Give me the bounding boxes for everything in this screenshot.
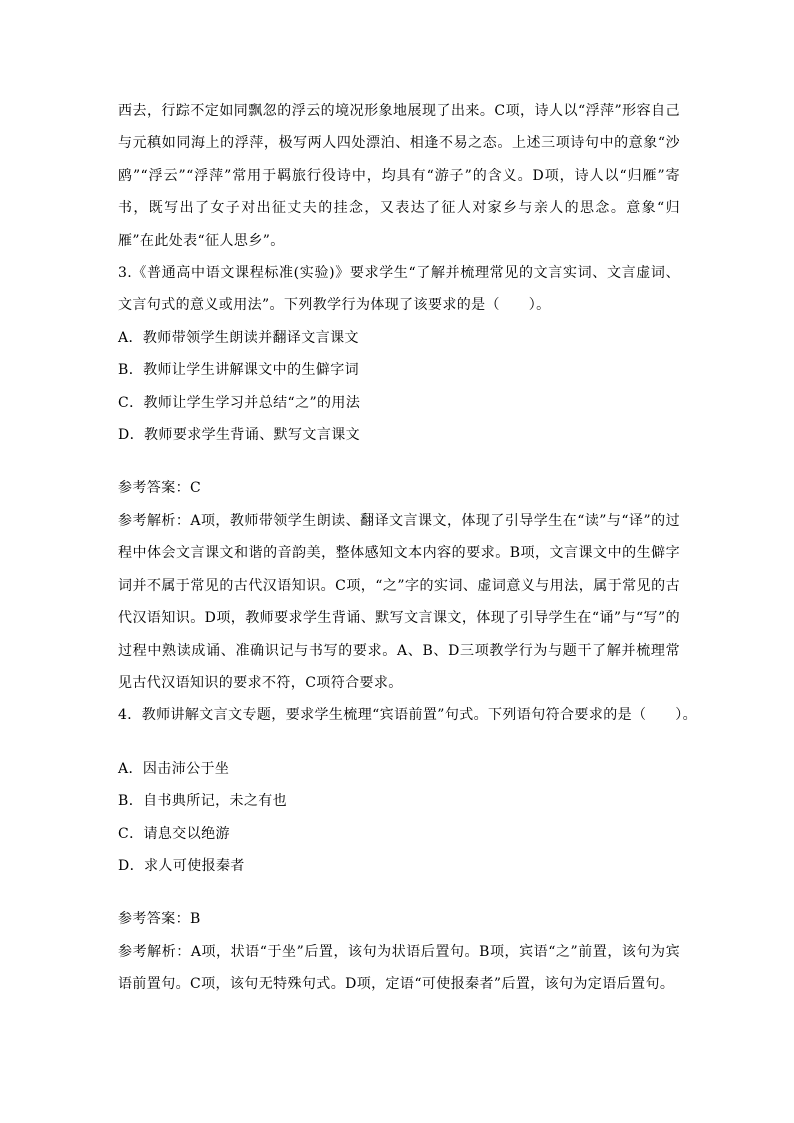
question-3-answer: 参考答案：C bbox=[118, 480, 202, 497]
question-3-stem: 3.《普通高中语文课程标准(实验)》要求学生“了解并梳理常见的文言实词、文言虚词、文言句式的意义或用法”。下列教学行为体现了该要求的是（ ）。 bbox=[118, 265, 680, 314]
question-4-answer: 参考答案：B bbox=[118, 911, 201, 928]
continuation-analysis-paragraph: 西去，行踪不定如同飘忽的浮云的境况形象地展现了出来。C项，诗人以“浮萍”形容自己与元稹如同海上的浮萍，极写两人四处漂泊、相逢不易之态。上述三项诗句中的意象“沙鸥”“浮云”“浮萍”常用于羁旅行役诗中，均具有“游子”的含义。D项，诗人以“归雁”寄书，既写出了女子对出征丈夫的挂念，又表达了征人对家乡与亲人的思念。意象“归雁”在此处表“征人思乡”。 bbox=[118, 103, 680, 249]
question-3-option-a: A．教师带领学生朗读并翻译文言课文 bbox=[118, 329, 359, 346]
blank-line bbox=[118, 732, 680, 753]
question-4-option-a: A．因击沛公于坐 bbox=[118, 760, 230, 777]
question-3-option-c: C．教师让学生学习并总结“之”的用法 bbox=[118, 394, 361, 411]
question-4-analysis: 参考解析：A项，状语“于坐”后置，该句为状语后置句。B项，宾语“之”前置，该句为宾语前置句。C项，该句无特殊句式。D项，定语“可使报秦者”后置，该句为定语后置句。 bbox=[118, 943, 680, 993]
question-4-option-d: D．求人可使报秦者 bbox=[118, 857, 245, 874]
blank-line bbox=[118, 451, 680, 472]
question-4-stem: 4．教师讲解文言文专题，要求学生梳理“宾语前置”句式。下列语句符合要求的是（ ）。 bbox=[118, 707, 698, 724]
question-3-analysis: 参考解析：A项，教师带领学生朗读、翻译文言课文，体现了引导学生在“读”与“译”的过程中体会文言课文和谐的音韵美，整体感知文本内容的要求。B项，文言课文中的生僻字词并不属于常见的古代汉语知识。C项，“之”字的实词、虚词意义与用法，属于常见的古代汉语知识。D项，教师要求学生背诵、默写文言课文，体现了引导学生在“诵”与“写”的过程中熟读成诵、准确识记与书写的要求。A、B、D三项教学行为与题干了解并梳理常见古代汉语知识的要求不符，C项符合要求。 bbox=[118, 512, 680, 691]
question-3-option-d: D．教师要求学生背诵、默写文言课文 bbox=[118, 427, 361, 444]
question-3-option-b: B．教师让学生讲解课文中的生僻字词 bbox=[118, 362, 360, 379]
blank-line bbox=[118, 882, 680, 903]
question-4-option-c: C．请息交以绝游 bbox=[118, 825, 230, 842]
question-4-option-b: B．自书典所记，未之有也 bbox=[118, 793, 288, 810]
